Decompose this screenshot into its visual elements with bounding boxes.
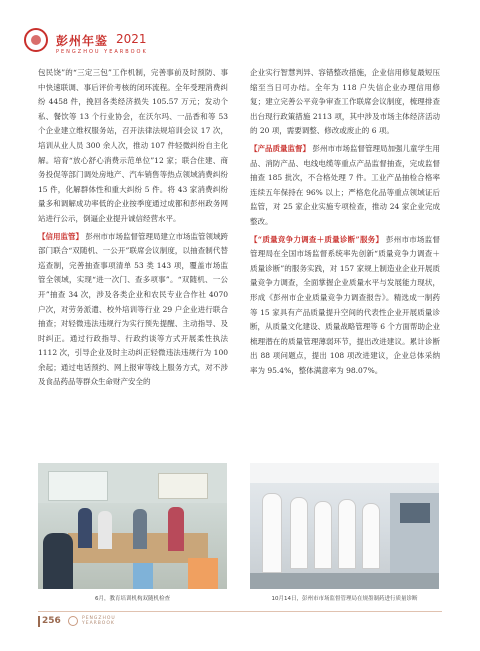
- footer-logo-icon: [68, 616, 78, 626]
- photo-quality-diagnosis: [250, 463, 439, 589]
- paragraph: 企业实行智慧判异、容错整改措施，企业信用修复最短压缩至当日可办结。全年为 118 户失信企业办理信用修复；建立完善公平竞争审查工作联席会议制度，梳理排查出台现行政策措施 2113 项，其中涉及市场主体经济活动的 20 项，需要调整、修改或废止的 6 项。: [250, 68, 440, 136]
- photo-classroom-inspection: [38, 463, 227, 589]
- paragraph-quality-diagnosis: [250, 233, 440, 379]
- yearbook-subtitle: PENGZHOU YEARBOOK: [56, 49, 148, 55]
- yearbook-logo-icon: [24, 28, 48, 52]
- paragraph-product-quality: [250, 142, 440, 230]
- paragraph-text: 彭州市市场监督管理局建立市场监管领域跨部门联合“双随机、一公开”联席会议制度，以抽查制代替巡查制，完善抽查事项清单 53 类 143 项，覆盖市场监管全领域，实现“进一次门、查多项事”。“双随机、一公开”抽查 34 次，涉及各类企业和农民专业合作社 4070 户次，对劳务派遣、校外培训等行业 29 户企业进行联合抽查；对轻微违法违规行为实行预先提醒、主动指导、及时纠正。通过行政指导、行政约谈等方式开展柔性执法 1112 次，引导企业及时主动纠正轻微违法违规行为 100 余起；通过电话预约、网上报审等线上服务方式，对不涉及食品药品等群众生命财产安全的: [38, 231, 228, 387]
- yearbook-title: 彭州年鉴: [56, 34, 109, 48]
- footer-divider: [38, 611, 442, 612]
- paragraph: 包民饶”的“三定三包”工作机制，完善事前及时预防、事中快速联调、事后评价考核的闭环流程。全年受理消费纠纷 4458 件，挽回各类经济损失 105.57 万元；发动个私、餐饮等 13 个行业协会，在沃尔玛、一品香和等 53 个企业建立维权服务站，召开法律法规培训会议 17 次，培训从业人员 300 余人次，推动 107 件轻微纠纷自主化解。培育“放心舒心消费示范单位”12 家；联合住建、商务投促等部门调处房地产、汽车销售等热点领域消费纠纷 15 件，化解群体性和重大纠纷 5 件。将 43 家消费纠纷量多和调解成功率低的企业按季度通过成都和彭州政务网站进行公示，倒逼企业提升诚信经营水平。: [38, 68, 228, 223]
- photo-caption-right: 10月14日，彭州市市场监督管理局在规墨制药进行质量诊断: [271, 596, 418, 602]
- paragraph-credit-supervision: [38, 230, 228, 391]
- right-text-column: [250, 66, 440, 381]
- page-number-bar: [38, 616, 40, 627]
- left-text-column: [38, 66, 228, 393]
- section-tag: 【产品质量监督】: [250, 143, 311, 153]
- paragraph-text: 彭州市市场监督管理局加强儿童学生用品、消防产品、电线电缆等重点产品监督抽查，完成监督抽查 185 批次，不合格处理 7 件。工业产品抽检合格率连续五年保持在 96% 以上；严格危化品等重点领域证后监管，对 25 家企业实施专项检查，推动 24 家企业完成整改。: [250, 143, 441, 226]
- section-tag: 【信用监管】: [38, 231, 84, 241]
- page-number: 256: [42, 616, 61, 626]
- paragraph-text: 彭州市市场监督管理局在全国市场监督系统率先创新“质量竞争力调查＋质量诊断”的服务实践，对 157 家规上制造业企业开展质量竞争力调查，全面掌握企业质量水平与发展能力现状，形成《彭州市企业质量竞争力调查报告》。精选成一制药等 15 家具有产品质量提升空间的代表性企业开展质量诊断，从质量文化建设、质量战略管理等 6 个方面帮助企业梳理潜在的质量管理薄弱环节，提出改进建议。累计诊断出 88 项问题点，提出 108 项改进建议，企业总体采纳率为 95.4%，整体满意率为 98.07%。: [250, 234, 441, 375]
- photo-caption-left: 6月，教育培训机构双随机检查: [94, 596, 170, 602]
- footer-brand: [82, 616, 116, 626]
- page-header: [0, 0, 480, 70]
- section-tag: 【“质量竞争力调查＋质量诊断”服务】: [250, 234, 384, 244]
- yearbook-year: 2021: [116, 32, 147, 46]
- footer-brand-line2: YEARBOOK: [82, 621, 115, 626]
- footer-brand-line1: PENGZHOU: [82, 616, 116, 621]
